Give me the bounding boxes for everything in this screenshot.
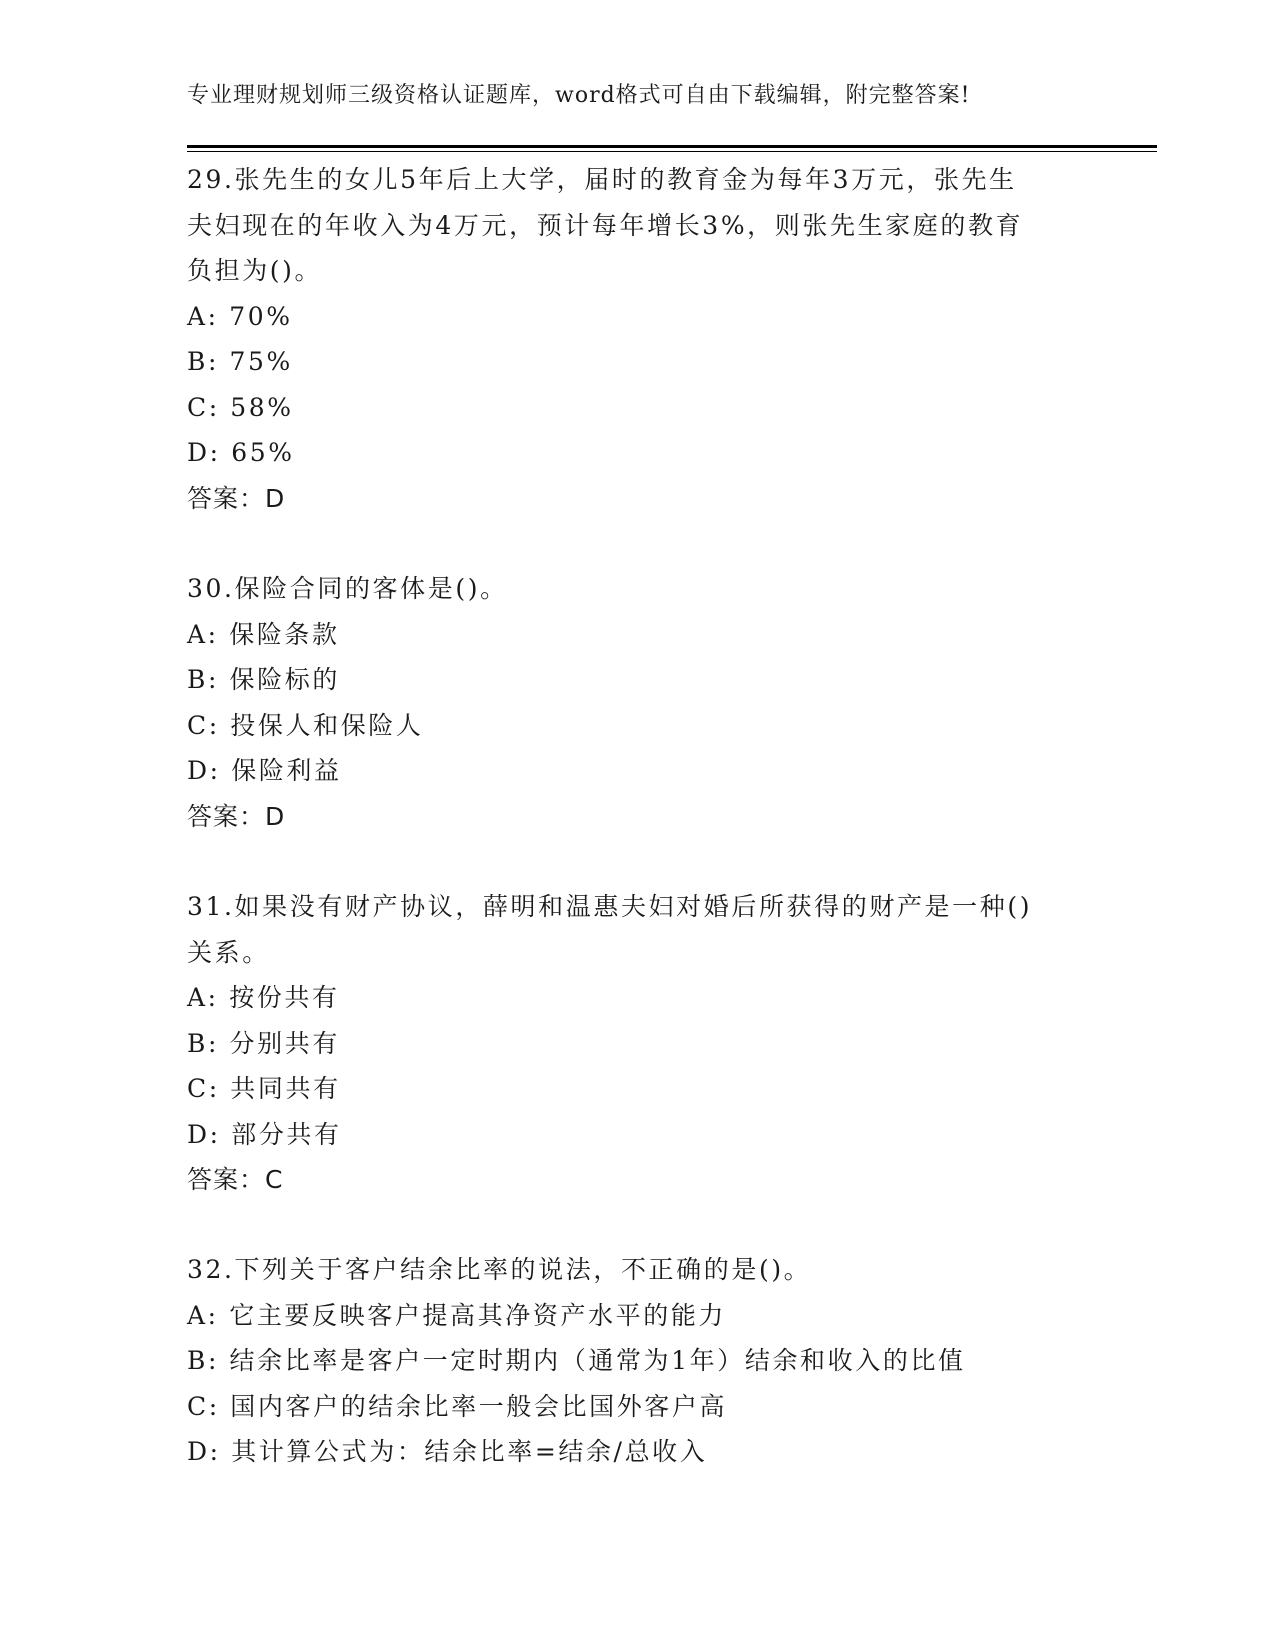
option-a: A: 按份共有 xyxy=(187,983,340,1012)
header-divider xyxy=(187,145,1157,152)
option-b: B: 分别共有 xyxy=(187,1028,340,1058)
option-c: C: 国内客户的结余比率一般会比国外客户高 xyxy=(187,1391,728,1421)
question-31 xyxy=(187,884,1087,1203)
answer-line: 答案：C xyxy=(187,1165,284,1194)
option-c: C: 58% xyxy=(187,392,294,422)
option-b: B: 75% xyxy=(187,347,293,376)
question-stem: 32.下列关于客户结余比率的说法，不正确的是()。 xyxy=(187,1255,812,1284)
question-stem: 31.如果没有财产协议，薛明和温惠夫妇对婚后所获得的财产是一种() 关系。 xyxy=(187,892,1033,967)
question-29 xyxy=(187,157,1087,521)
question-30 xyxy=(187,566,1087,839)
option-d: D: 65% xyxy=(187,438,295,467)
page-header: 专业理财规划师三级资格认证题库，word格式可自由下载编辑，附完整答案! xyxy=(187,83,971,108)
option-d: D: 部分共有 xyxy=(187,1119,342,1149)
question-stem: 29.张先生的女儿5年后上大学，届时的教育金为每年3万元，张先生 夫妇现在的年收入为4万元，预计每年增长3%，则张先生家庭的教育 负担为()。 xyxy=(187,165,1024,285)
option-a: A: 它主要反映客户提高其净资产水平的能力 xyxy=(187,1300,727,1330)
option-b: B: 保险标的 xyxy=(187,665,340,694)
option-a: A: 70% xyxy=(187,301,293,331)
question-stem: 30.保险合同的客体是()。 xyxy=(187,574,508,603)
option-c: C: 投保人和保险人 xyxy=(187,710,424,740)
question-32 xyxy=(187,1247,1087,1475)
answer-line: 答案：D xyxy=(187,801,286,831)
option-d: D: 其计算公式为：结余比率=结余/总收入 xyxy=(187,1437,708,1466)
option-a: A: 保险条款 xyxy=(187,619,340,649)
option-c: C: 共同共有 xyxy=(187,1074,341,1103)
option-b: B: 结余比率是客户一定时期内（通常为1年）结余和收入的比值 xyxy=(187,1346,966,1375)
answer-line: 答案：D xyxy=(187,483,286,513)
option-d: D: 保险利益 xyxy=(187,756,342,785)
